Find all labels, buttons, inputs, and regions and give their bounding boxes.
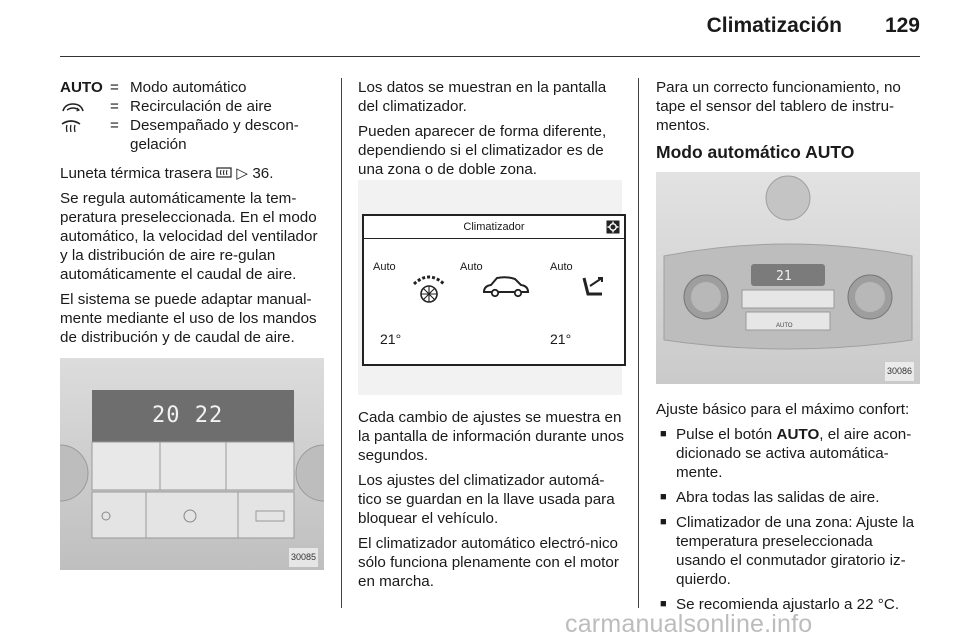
column-3	[656, 78, 922, 620]
seat-airflow-icon	[576, 272, 608, 302]
legend-value: Recirculación de aire	[130, 98, 272, 115]
page-title: Climatización	[706, 14, 842, 37]
paragraph: Se regula automáticamente la tem-peratura preseleccionada. En el modo automático, la velocidad del ventilador y la distribución de aire re-gulan automáticamente el caudal de aire.	[60, 190, 318, 283]
list-item: ■ Abra todas las salidas de aire.	[656, 488, 922, 507]
paragraph: Los datos se muestran en la pantalla del climatizador.	[358, 79, 607, 115]
display-readout: 20 22	[152, 403, 224, 428]
page-reference[interactable]: 36.	[252, 165, 274, 182]
legend-row-defrost: = Desempañado y descon-gelación	[60, 116, 326, 154]
page-number: 129	[884, 14, 920, 37]
column-divider-1	[341, 78, 342, 608]
arrow-ref-icon: ▷	[236, 165, 249, 182]
list-item: ■ Pulse el botón AUTO, el aire acon-dicionado se activa automática-mente.	[656, 425, 922, 482]
display-readout: 21	[776, 269, 792, 284]
column-1	[60, 78, 326, 570]
instruction-list	[656, 425, 922, 614]
recirculation-icon	[60, 100, 86, 114]
legend-key-auto: AUTO	[60, 79, 103, 96]
column-divider-2	[638, 78, 639, 608]
column-2	[358, 78, 622, 185]
climate-panel-photo-2	[656, 172, 920, 384]
climate-panel-photo-1	[60, 358, 324, 570]
fan-icon	[408, 272, 450, 306]
legend-row-auto: AUTO = Modo automático	[60, 78, 326, 97]
car-recirculation-icon	[481, 274, 531, 300]
paragraph: El climatizador automático electró-nico sólo funciona plenamente con el motor en marcha.	[358, 535, 619, 590]
legend-value: Desempañado y descon-gelación	[130, 117, 299, 153]
auto-label-left: Auto	[373, 261, 396, 273]
climate-display-screen	[362, 214, 626, 366]
temp-right: 21°	[550, 331, 572, 347]
paragraph: Cada cambio de ajustes se muestra en la pantalla de información durante unos segundos.	[358, 409, 624, 464]
figure-number: 30085	[289, 548, 318, 567]
screen-title: Climatizador	[364, 216, 624, 239]
paragraph: Ajuste básico para el máximo confort:	[656, 401, 910, 418]
legend-value: Modo automático	[130, 79, 247, 96]
list-item: ■ Climatizador de una zona: Ajuste la temperatura preseleccionada usando el conmutador giratorio iz-quierdo.	[656, 513, 922, 589]
auto-label-center: Auto	[460, 261, 483, 273]
auto-button: AUTO	[776, 323, 793, 329]
header-rule	[60, 56, 920, 57]
defrost-icon	[60, 118, 82, 134]
rear-window-paragraph: Luneta térmica trasera ▷ 36.	[60, 165, 274, 182]
paragraph: Pueden aparecer de forma diferente, dependiendo si el climatizador es de una zona o de doble zona.	[358, 123, 607, 178]
paragraph: Para un correcto funcionamiento, no tape el sensor del tablero de instru-mentos.	[656, 79, 901, 134]
list-item: ■ Se recomienda ajustarlo a 22 °C.	[656, 595, 922, 614]
watermark: carmanualsonline.info	[565, 610, 813, 638]
section-title: Modo automático AUTO	[656, 142, 855, 162]
paragraph: El sistema se puede adaptar manual-mente mediante el uso de los mandos de distribución y de caudal de aire.	[60, 291, 317, 346]
rear-window-heating-icon	[216, 167, 232, 179]
figure-number: 30086	[885, 362, 914, 381]
paragraph: Los ajustes del climatizador automá-tico se guardan en la llave usada para bloquear el vehículo.	[358, 472, 615, 527]
settings-icon	[606, 220, 620, 234]
auto-label-right: Auto	[550, 261, 573, 273]
column-2-lower	[358, 408, 624, 597]
legend-row-recirculation: = Recirculación de aire	[60, 97, 326, 116]
legend-list	[60, 78, 326, 154]
temp-left: 21°	[380, 331, 402, 347]
